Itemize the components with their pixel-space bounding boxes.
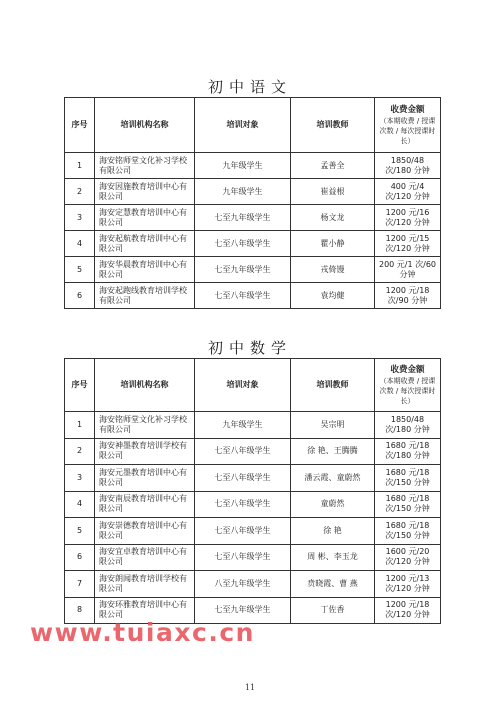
- cell-teacher: 杨文龙: [291, 205, 375, 231]
- cell-org: 海安起航教育培训中心有限公司: [95, 231, 195, 257]
- fee-table-math: [64, 358, 441, 624]
- header-fee-label: 收费金额: [390, 364, 425, 375]
- cell-no: 4: [65, 491, 95, 518]
- cell-target: 九年级学生: [195, 179, 291, 205]
- cell-teacher: 贲晓霞、曹 燕: [291, 571, 375, 598]
- page-number: 11: [244, 683, 256, 692]
- cell-fee: 1200 元/18 次/120 分钟: [375, 597, 441, 624]
- table-row: [65, 283, 441, 309]
- cell-fee: 200 元/1 次/60 分钟: [375, 257, 441, 283]
- header-no: 序号: [65, 359, 95, 412]
- cell-fee: 1200 元/16 次/120 分钟: [375, 205, 441, 231]
- header-no: 序号: [65, 98, 95, 153]
- cell-target: 七至八年级学生: [195, 491, 291, 518]
- cell-fee: 1680 元/18 次/150 分钟: [375, 491, 441, 518]
- cell-target: 七至八年级学生: [195, 544, 291, 571]
- cell-org: 海安华晨教育培训中心有限公司: [95, 257, 195, 283]
- cell-teacher: 徐 艳、王腾腾: [291, 438, 375, 465]
- cell-target: 七至八年级学生: [195, 283, 291, 309]
- table-row: [65, 179, 441, 205]
- cell-no: 4: [65, 231, 95, 257]
- header-teacher: 培训教师: [291, 359, 375, 412]
- cell-org: 海安朗闻教育培训学校有限公司: [95, 571, 195, 598]
- table-row: [65, 544, 441, 571]
- cell-target: 七至九年级学生: [195, 597, 291, 624]
- cell-org: 海安铭师堂文化补习学校有限公司: [95, 412, 195, 439]
- cell-target: 七至八年级学生: [195, 438, 291, 465]
- cell-teacher: 童蔚然: [291, 491, 375, 518]
- header-org: 培训机构名称: [95, 359, 195, 412]
- header-fee-label: 收费金额: [390, 104, 425, 115]
- cell-no: 8: [65, 597, 95, 624]
- cell-target: 九年级学生: [195, 153, 291, 179]
- cell-org: 海安崇德教育培训中心有限公司: [95, 518, 195, 545]
- cell-target: 七至八年级学生: [195, 231, 291, 257]
- header-fee-note: （本期收费 / 授课次数 / 每次授课时长）: [379, 116, 436, 145]
- cell-teacher: 袁均健: [291, 283, 375, 309]
- cell-fee: 1850/48 次/180 分钟: [375, 153, 441, 179]
- header-teacher: 培训教师: [291, 98, 375, 153]
- cell-no: 2: [65, 438, 95, 465]
- cell-org: 海安定慧教育培训中心有限公司: [95, 205, 195, 231]
- section-title: 初中数学: [207, 339, 292, 357]
- cell-fee: 1200 元/18 次/90 分钟: [375, 283, 441, 309]
- header-target: 培训对象: [195, 98, 291, 153]
- table-row: [65, 412, 441, 439]
- cell-no: 6: [65, 544, 95, 571]
- cell-org: 海安铭师堂文化补习学校有限公司: [95, 153, 195, 179]
- table-row: [65, 438, 441, 465]
- cell-target: 九年级学生: [195, 412, 291, 439]
- cell-teacher: 丁佐香: [291, 597, 375, 624]
- table-row: [65, 571, 441, 598]
- cell-target: 八至九年级学生: [195, 571, 291, 598]
- cell-fee: 1850/48 次/180 分钟: [375, 412, 441, 439]
- cell-target: 七至九年级学生: [195, 205, 291, 231]
- cell-fee: 400 元/4 次/120 分钟: [375, 179, 441, 205]
- table-row: [65, 518, 441, 545]
- table-row: [65, 465, 441, 492]
- section-title: 初中语文: [207, 78, 292, 96]
- cell-teacher: 潘云霞、童蔚然: [291, 465, 375, 492]
- cell-teacher: 吴宗明: [291, 412, 375, 439]
- cell-target: 七至八年级学生: [195, 518, 291, 545]
- cell-no: 3: [65, 205, 95, 231]
- cell-teacher: 瞿小静: [291, 231, 375, 257]
- cell-teacher: 周 彬、李玉龙: [291, 544, 375, 571]
- header-fee: [375, 359, 441, 412]
- cell-org: 海安起跑线教育培训学校有限公司: [95, 283, 195, 309]
- header-target: 培训对象: [195, 359, 291, 412]
- cell-fee: 1680 元/18 次/180 分钟: [375, 438, 441, 465]
- cell-org: 海安神墨教育培训学校有限公司: [95, 438, 195, 465]
- table-row: [65, 153, 441, 179]
- cell-no: 2: [65, 179, 95, 205]
- header-fee-note: （本期收费 / 授课次数 / 每次授课时长）: [379, 376, 436, 405]
- cell-target: 七至八年级学生: [195, 465, 291, 492]
- fee-table-chinese: [64, 97, 441, 309]
- table-row: [65, 205, 441, 231]
- cell-no: 5: [65, 518, 95, 545]
- cell-teacher: 孟善全: [291, 153, 375, 179]
- cell-org: 海安元墨教育培训中心有限公司: [95, 465, 195, 492]
- table-row: [65, 257, 441, 283]
- table-header-row: [65, 359, 441, 412]
- cell-fee: 1680 元/18 次/150 分钟: [375, 465, 441, 492]
- cell-fee: 1200 元/13 次/120 分钟: [375, 571, 441, 598]
- cell-org: 海安南辰教育培训中心有限公司: [95, 491, 195, 518]
- cell-no: 6: [65, 283, 95, 309]
- cell-org: 海安因施教育培训中心有限公司: [95, 179, 195, 205]
- table-header-row: [65, 98, 441, 153]
- cell-teacher: 戎倚馒: [291, 257, 375, 283]
- cell-org: 海安环雅教育培训中心有限公司: [95, 597, 195, 624]
- cell-no: 1: [65, 412, 95, 439]
- cell-no: 1: [65, 153, 95, 179]
- header-org: 培训机构名称: [95, 98, 195, 153]
- cell-fee: 1200 元/15 次/120 分钟: [375, 231, 441, 257]
- cell-teacher: 徐 艳: [291, 518, 375, 545]
- header-fee: [375, 98, 441, 153]
- cell-no: 7: [65, 571, 95, 598]
- cell-teacher: 崔益根: [291, 179, 375, 205]
- table-row: [65, 231, 441, 257]
- table-row: [65, 491, 441, 518]
- cell-target: 七至九年级学生: [195, 257, 291, 283]
- cell-no: 3: [65, 465, 95, 492]
- cell-fee: 1600 元/20 次/120 分钟: [375, 544, 441, 571]
- cell-no: 5: [65, 257, 95, 283]
- cell-fee: 1680 元/18 次/150 分钟: [375, 518, 441, 545]
- watermark: www.tuiaxc.cn: [30, 618, 255, 647]
- cell-org: 海安宜卓教育培训中心有限公司: [95, 544, 195, 571]
